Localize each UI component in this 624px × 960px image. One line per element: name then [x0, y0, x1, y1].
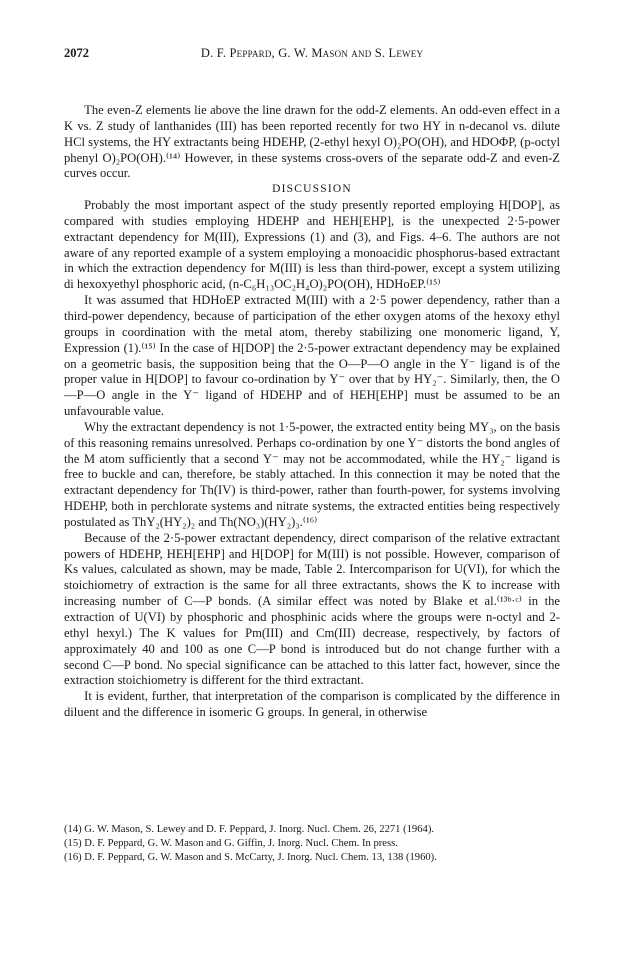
running-head [64, 46, 560, 64]
paragraph-discussion-3: Why the extractant dependency is not 1·5-power, the extracted entity being MY₃, on the basis of this reasoning remains unresolved. Perhaps co-ordination by one Y⁻ distorts the bond angles of the M atom sufficiently that a second Y⁻ may not be accommodated, while the HY₂⁻ ligand is free to buckle and can, therefore, be stably attached. In this connection it may be noted that the extractant dependency for Th(IV) is third-power, rather than fourth-power, for systems involving HDEHP, both in perchlorate systems and nitrate systems, the extracted entities being respectively postulated as ThY₂(HY₂)₂ and Th(NO₃)(HY₂)₃.⁽¹⁶⁾ [64, 419, 560, 529]
paragraph-discussion-4: Because of the 2·5-power extractant dependency, direct comparison of the relative extractant powers of HDEHP, HEH[EHP] and H[DOP] for M(III) is not possible. However, comparison of Ks values, calculated as shown, may be made, Table 2. Intercomparison for U(VI), for which the stoichiometry of extraction is the same for all three extractants, shows the K to increase with increasing number of C—P bonds. (A similar effect was noted by Blake et al.⁽¹³ᵇ·ᶜ⁾ in the extraction of U(VI) by phosphoric and phosphinic acids where the groups were n-octyl and 2-ethyl hexyl.) The K values for Pm(III) and Cm(III) decrease, respectively, by factors of approximately 40 and 100 as one C—P bond is introduced but do not change further with a second C—P bond. No special significance can be attached to this latter fact, however, since the extraction stoichiometry is different for the third extractant. [64, 530, 560, 688]
footnote-15: (15) D. F. Peppard, G. W. Mason and G. Giffin, J. Inorg. Nucl. Chem. In press. [64, 838, 398, 850]
paragraph-discussion-2: It was assumed that HDHoEP extracted M(III) with a 2·5 power dependency, rather than a third-power dependency, because of participation of the ether oxygen atoms of the hexoxy ethyl groups in coordination with the metal atom, thereby stabilizing one monomeric ligand, Y, Expression (1).⁽¹⁵⁾ In the case of H[DOP] the 2·5-power extractant dependency may be explained on a geometric basis, the supposition being that the O—P—O angle in the Y⁻ ligand is of the proper value in H[DOP] to favour co-ordination by Y⁻ over that by HY₂⁻. Similarly, then, the O—P—O angle in the Y⁻ ligand of HDEHP and of HEH[EHP] must be assumed to be an unfavourable value. [64, 293, 560, 419]
paragraph-discussion-5: It is evident, further, that interpretation of the comparison is complicated by the difference in diluent and the difference in isomeric G groups. In general, in otherwise [64, 689, 560, 720]
running-title-authors: D. F. Peppard, G. W. Mason and S. Lewey [200, 46, 424, 60]
footnote-14: (14) G. W. Mason, S. Lewey and D. F. Peppard, J. Inorg. Nucl. Chem. 26, 2271 (1964). [64, 824, 434, 835]
paragraph-odd-even-effect: The even-Z elements lie above the line drawn for the odd-Z elements. An odd-even effect in a K vs. Z study of lanthanides (III) has been reported recently for two HY in n-decanol vs. dilute HCl systems, the HY extractants being HDEHP, (2-ethyl hexyl O)₂PO(OH), and HDOΦP, (p-octyl phenyl O)₂PO(OH).⁽¹⁴⁾ However, in these systems cross-overs of the separate odd-Z and even-Z curves occur. [64, 103, 560, 181]
page-number: 2072 [64, 46, 89, 60]
body-text [64, 103, 560, 721]
footnote-16: (16) D. F. Peppard, G. W. Mason and S. McCarty, J. Inorg. Nucl. Chem. 13, 138 (1960). [64, 852, 437, 864]
section-heading-discussion: DISCUSSION [272, 183, 352, 196]
footnotes [64, 823, 560, 866]
paragraph-discussion-1: Probably the most important aspect of the study presently reported employing H[DOP], as compared with studies employing HDEHP and HEH[EHP], is the unexpected 2·5-power extractant dependency for M(III), Expressions (1) and (3), and Figs. 4–6. The authors are not aware of any reported example of a system employing a monoacidic phosphorus-based extractant in which the extraction dependency for M(III) is less than third-power, except a system utilizing di hexoxyethyl phosphoric acid, (n-C₆H₁₃OC₂H₄O)₂PO(OH), HDHoEP.⁽¹⁵⁾ [64, 198, 560, 292]
